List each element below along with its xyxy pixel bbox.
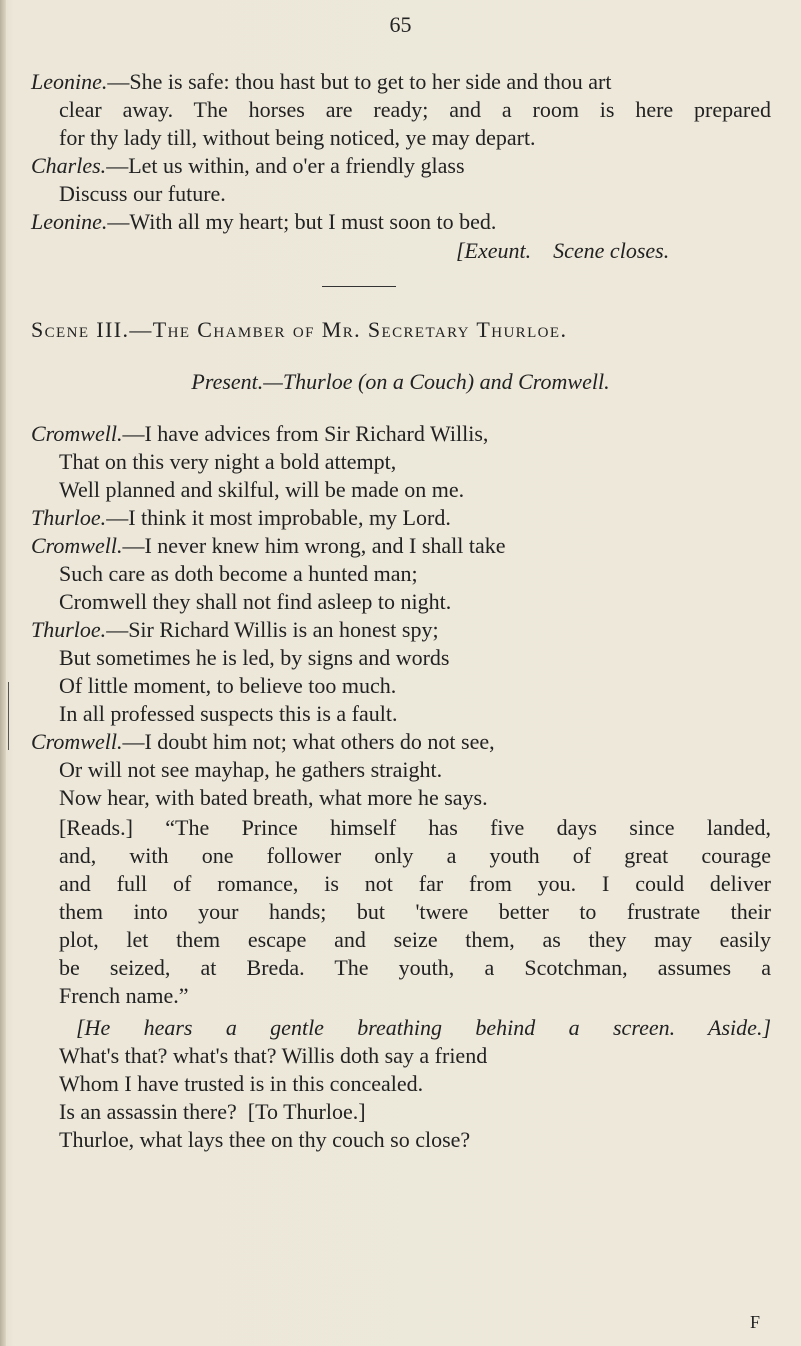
speech-line [31,616,439,644]
letter-line: plot, let them escape and seize them, as they may easily [59,927,771,952]
speech-line: clear away. The horses are ready; and a room is here prepared [59,97,771,122]
letter-line: them into your hands; but 'twere better to frustrate their [59,899,771,924]
scene-heading: Scene III.—The Chamber of Mr. Secretary Thurloe. [31,317,568,342]
speech-line [31,728,495,756]
speech-line: In all professed suspects this is a fault. [59,701,398,726]
speech-text: —I think it most improbable, my Lord. [106,505,451,530]
speech-line: What's that? what's that? Willis doth say a friend [59,1043,488,1068]
speaker-name: Leonine. [31,69,108,94]
speech-line [31,420,488,448]
signature-mark: F [750,1312,761,1332]
page-number: 65 [389,12,412,37]
margin-rule [8,682,9,750]
speech-line: That on this very night a bold attempt, [59,449,397,474]
speaker-name: Thurloe. [31,505,107,530]
speech-line: Whom I have trusted is in this concealed. [59,1071,424,1096]
letter-line: and, with one follower only a youth of great courage [59,843,771,868]
present-line [0,368,801,396]
speaker-name: Leonine. [31,209,108,234]
stage-direction: [He hears a gentle breathing behind a screen. Aside.] [76,1015,771,1040]
speech-line [31,532,506,560]
speech-line: Is an assassin there? [To Thurloe.] [59,1099,366,1124]
speech-text: —With all my heart; but I must soon to bed. [107,209,497,234]
speech-line: Discuss our future. [59,181,226,206]
speech-line: Cromwell they shall not find asleep to night. [59,589,452,614]
speech-text: —I never knew him wrong, and I shall take [122,533,506,558]
speech-text: —She is safe: thou hast but to get to her side and thou art [107,69,612,94]
present-label: Present. [191,369,264,394]
letter-line: French name.” [59,983,189,1008]
speaker-name: Cromwell. [31,421,123,446]
speech-line [31,152,465,180]
speech-line [31,208,496,236]
speaker-name: Cromwell. [31,533,123,558]
speaker-name: Cromwell. [31,729,123,754]
letter-line: [Reads.] “The Prince himself has five days since landed, [59,815,771,840]
speech-text: —Sir Richard Willis is an honest spy; [106,617,439,642]
speech-text: —I doubt him not; what others do not see, [122,729,495,754]
speech-text: —Let us within, and o'er a friendly glass [106,153,465,178]
speaker-name: Thurloe. [31,617,107,642]
speech-line [31,68,611,96]
stage-direction: [Exeunt. Scene closes. [456,238,670,263]
speech-line: Or will not see mayhap, he gathers straight. [59,757,443,782]
present-text: —Thurloe (on a Couch) and Cromwell. [263,369,610,394]
speech-line [31,504,451,532]
binding-edge [0,0,6,1346]
letter-line: be seized, at Breda. The youth, a Scotchman, assumes a [59,955,771,980]
speech-line: Now hear, with bated breath, what more he says. [59,785,488,810]
letter-line: and full of romance, is not far from you. I could deliver [59,871,771,896]
speech-line: Well planned and skilful, will be made on me. [59,477,465,502]
speech-line: for thy lady till, without being noticed, ye may depart. [59,125,536,150]
speech-line: Such care as doth become a hunted man; [59,561,418,586]
speaker-name: Charles. [31,153,107,178]
speech-line: Thurloe, what lays thee on thy couch so close? [59,1127,471,1152]
speech-text: —I have advices from Sir Richard Willis, [122,421,489,446]
section-divider [322,286,396,287]
speech-line: But sometimes he is led, by signs and words [59,645,450,670]
speech-line: Of little moment, to believe too much. [59,673,397,698]
